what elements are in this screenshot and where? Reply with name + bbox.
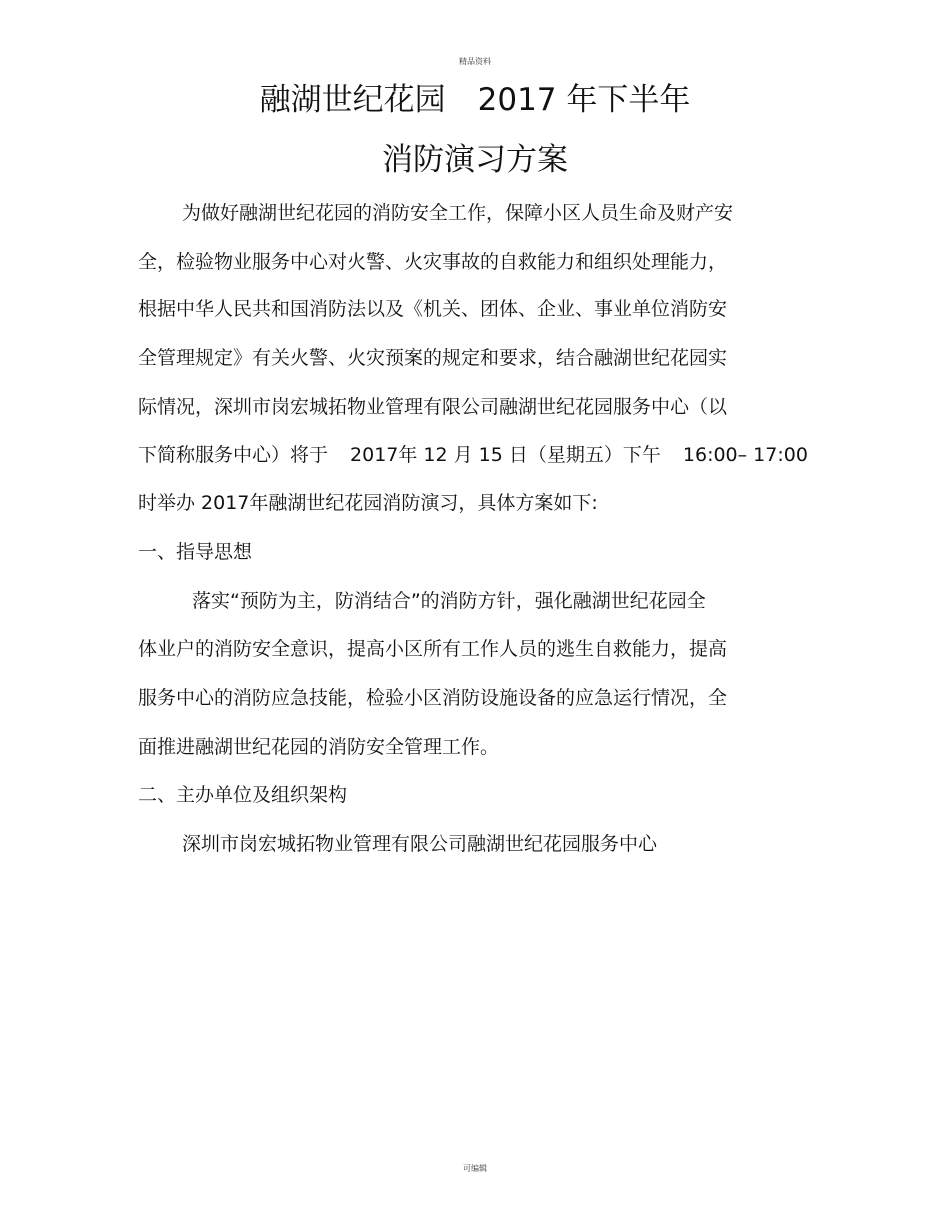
intro-line-6-b: 2017年 12 月 15 日（星期五）下午 xyxy=(350,444,661,466)
header-watermark: 精品资料 xyxy=(459,57,491,66)
title-part-2: 2017 年下半年 xyxy=(477,82,691,118)
intro-line-3: 根据中华人民共和国消防法以及《机关、团体、企业、事业单位消防安 xyxy=(138,298,728,320)
intro-line-1: 为做好融湖世纪花园的消防安全工作，保障小区人员生命及财产安 xyxy=(182,202,734,224)
section-1-line-2: 体业户的消防安全意识，提高小区所有工作人员的逃生自救能力，提高 xyxy=(138,638,728,660)
intro-line-4: 全管理规定》有关火警、火灾预案的规定和要求，结合融湖世纪花园实 xyxy=(138,347,728,369)
document-title xyxy=(0,74,950,119)
intro-line-7: 时举办 2017年融湖世纪花园消防演习，具体方案如下: xyxy=(138,492,598,514)
intro-line-6-a: 下简称服务中心）将于 xyxy=(138,444,329,466)
section-1-heading: 一、指导思想 xyxy=(138,541,253,563)
section-1-line-4: 面推进融湖世纪花园的消防安全管理工作。 xyxy=(138,736,500,758)
title-part-1: 融湖世纪花园 xyxy=(259,82,446,118)
section-2-heading: 二、主办单位及组织架构 xyxy=(138,784,348,806)
section-1-line-3: 服务中心的消防应急技能，检验小区消防设施设备的应急运行情况，全 xyxy=(138,687,728,709)
footer-watermark: 可编辑 xyxy=(463,1164,487,1173)
intro-line-6 xyxy=(138,442,808,468)
section-1-line-1: 落实“预防为主，防消结合”的消防方针，强化融湖世纪花园全 xyxy=(192,590,706,612)
intro-line-2: 全，检验物业服务中心对火警、火灾事故的自救能力和组织处理能力， xyxy=(138,251,728,273)
section-2-line-1: 深圳市岗宏城拓物业管理有限公司融湖世纪花园服务中心 xyxy=(182,833,658,855)
intro-line-5: 际情况，深圳市岗宏城拓物业管理有限公司融湖世纪花园服务中心（以 xyxy=(138,396,728,418)
document-subtitle: 消防演习方案 xyxy=(382,142,568,178)
intro-line-6-c: 16:00– 17:00 xyxy=(682,444,808,466)
